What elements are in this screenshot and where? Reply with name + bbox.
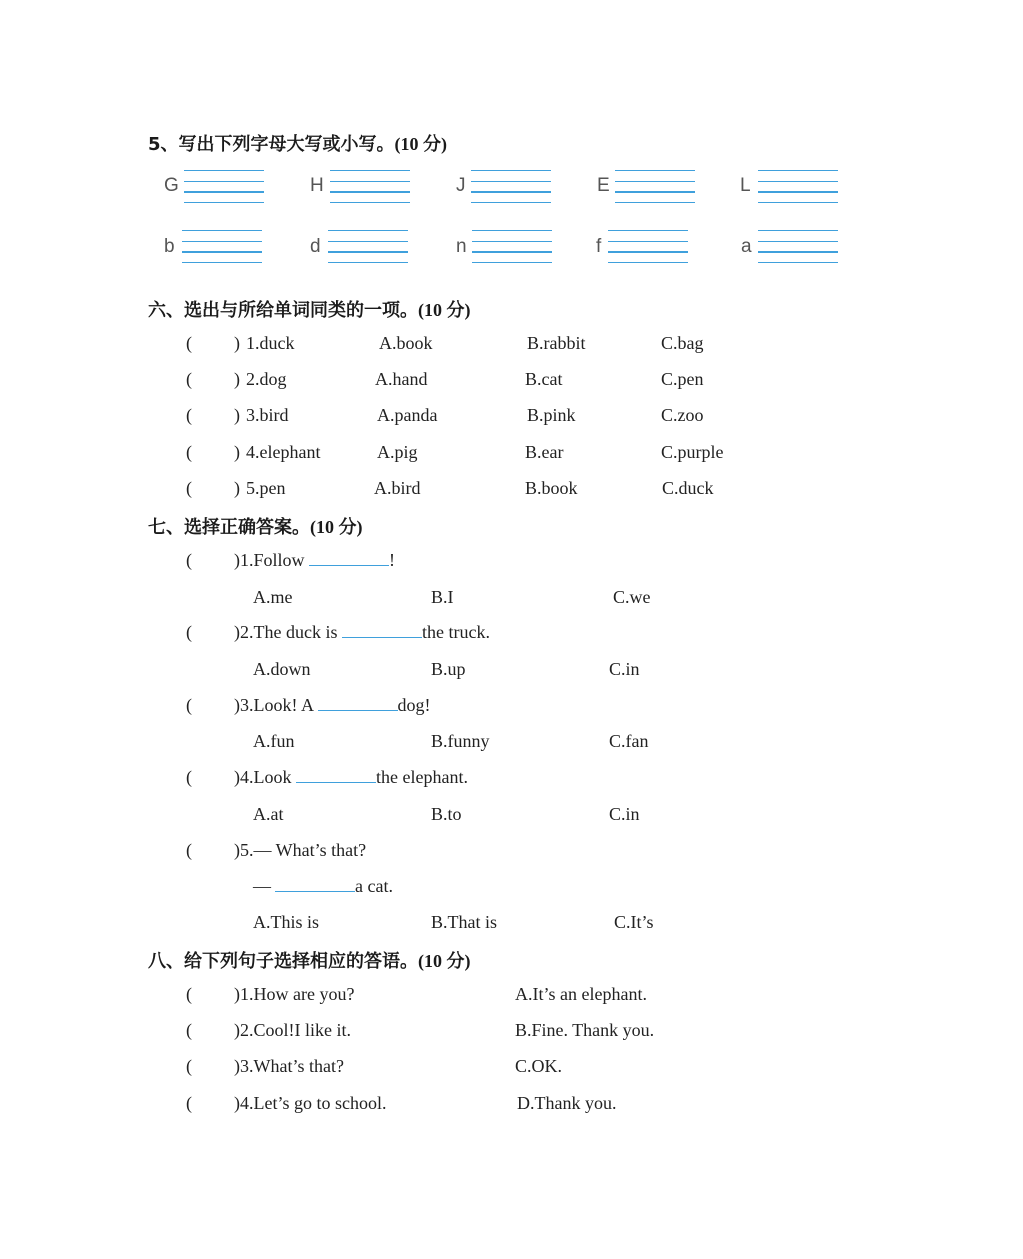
option-c: C.pen [661, 369, 704, 389]
option-c: C.It’s [614, 912, 654, 932]
letter-item: L [740, 175, 751, 196]
option-b: B.to [431, 804, 462, 824]
option-c: C.in [609, 804, 640, 824]
section-7-score: (10 分) [310, 517, 363, 537]
question-word: 3.bird [246, 405, 289, 425]
option-b: B.That is [431, 912, 497, 932]
paren-close: ) [234, 369, 240, 389]
question-sentence: )1.How are you? [234, 984, 355, 1004]
section-5-title: 5、写出下列字母大写或小写。 [148, 134, 395, 155]
question-suffix: a cat. [355, 876, 393, 896]
question-sentence: )4.Let’s go to school. [234, 1093, 387, 1113]
option-b: B.pink [527, 405, 576, 425]
writing-lines[interactable] [328, 230, 408, 264]
option-b: B.funny [431, 731, 490, 751]
question-sentence: )3.What’s that? [234, 1056, 344, 1076]
writing-lines[interactable] [182, 230, 262, 264]
section-6-score: (10 分) [418, 300, 471, 320]
section-7-heading [148, 513, 363, 539]
option-a: A.hand [375, 369, 428, 389]
option-c: C.duck [662, 478, 714, 498]
option-c: C.bag [661, 333, 704, 353]
answer-paren-open[interactable]: ( [186, 1093, 192, 1113]
letter-item: G [164, 175, 179, 196]
option-b: B.cat [525, 369, 563, 389]
question-word: 5.pen [246, 478, 286, 498]
question-prefix: )1.Follow [234, 550, 310, 570]
option-c: C.we [613, 587, 651, 607]
answer-paren-open[interactable]: ( [186, 405, 192, 425]
section-5-heading [148, 130, 447, 156]
option-a: A.bird [374, 478, 421, 498]
paren-close: ) [234, 333, 240, 353]
question-word: 1.duck [246, 333, 295, 353]
question-text [234, 695, 431, 716]
question-prefix: )4.Look [234, 767, 296, 787]
section-6-title: 六、选出与所给单词同类的一项。 [148, 300, 418, 321]
paren-close: ) [234, 442, 240, 462]
letter-item: d [310, 236, 321, 257]
section-6-heading [148, 296, 471, 322]
answer-paren-open[interactable]: ( [186, 767, 192, 787]
question-prefix: )2.The duck is [234, 622, 342, 642]
option-c: C.fan [609, 731, 649, 751]
paren-close: ) [234, 478, 240, 498]
question-word: 2.dog [246, 369, 287, 389]
option-a: A.down [253, 659, 311, 679]
letter-item: E [597, 175, 610, 196]
answer-paren-open[interactable]: ( [186, 984, 192, 1004]
answer-paren-open[interactable]: ( [186, 1020, 192, 1040]
section-8-score: (10 分) [418, 951, 471, 971]
letter-item: n [456, 236, 467, 257]
question-suffix: the elephant. [376, 767, 468, 787]
fill-blank[interactable] [309, 564, 389, 566]
writing-lines[interactable] [758, 230, 838, 264]
writing-lines[interactable] [608, 230, 688, 264]
option-b: B.up [431, 659, 466, 679]
fill-blank[interactable] [342, 636, 422, 638]
writing-lines[interactable] [472, 230, 552, 264]
option-b: B.ear [525, 442, 564, 462]
section-7-title: 七、选择正确答案。 [148, 517, 310, 538]
writing-lines[interactable] [758, 170, 838, 204]
fill-blank[interactable] [318, 709, 398, 711]
answer-option: D.Thank you. [517, 1093, 617, 1113]
answer-option: C.OK. [515, 1056, 563, 1076]
writing-lines[interactable] [471, 170, 551, 204]
option-c: C.in [609, 659, 640, 679]
option-b: B.rabbit [527, 333, 586, 353]
answer-paren-open[interactable]: ( [186, 840, 192, 860]
letter-item: b [164, 236, 175, 257]
option-c: C.purple [661, 442, 724, 462]
option-a: A.at [253, 804, 284, 824]
answer-paren-open[interactable]: ( [186, 333, 192, 353]
question-suffix: ! [389, 550, 396, 570]
option-a: A.panda [377, 405, 438, 425]
option-a: A.book [379, 333, 433, 353]
section-8-heading [148, 947, 471, 973]
answer-paren-open[interactable]: ( [186, 369, 192, 389]
question-word: 4.elephant [246, 442, 321, 462]
option-a: A.fun [253, 731, 295, 751]
writing-lines[interactable] [615, 170, 695, 204]
answer-paren-open[interactable]: ( [186, 1056, 192, 1076]
question-sentence: )2.Cool!I like it. [234, 1020, 351, 1040]
question-text [234, 622, 490, 643]
question-prefix: )5.— What’s that? [234, 840, 367, 860]
section-8-title: 八、给下列句子选择相应的答语。 [148, 951, 418, 972]
fill-blank[interactable] [275, 890, 355, 892]
writing-lines[interactable] [330, 170, 410, 204]
answer-paren-open[interactable]: ( [186, 550, 192, 570]
answer-paren-open[interactable]: ( [186, 622, 192, 642]
answer-option: A.It’s an elephant. [515, 984, 647, 1004]
answer-paren-open[interactable]: ( [186, 695, 192, 715]
reply-line [253, 876, 393, 897]
option-a: A.me [253, 587, 293, 607]
option-b: B.book [525, 478, 578, 498]
letter-item: J [456, 175, 466, 196]
answer-paren-open[interactable]: ( [186, 442, 192, 462]
writing-lines[interactable] [184, 170, 264, 204]
dash: — [253, 876, 271, 896]
paren-close: ) [234, 405, 240, 425]
question-suffix: the truck. [421, 622, 490, 642]
answer-option: B.Fine. Thank you. [515, 1020, 655, 1040]
section-5-score: (10 分) [394, 134, 448, 154]
letter-item: a [741, 236, 752, 257]
question-prefix: )3.Look! A [234, 695, 318, 715]
question-suffix: dog! [397, 695, 431, 715]
letter-item: H [310, 175, 324, 196]
letter-item: f [596, 236, 602, 257]
answer-paren-open[interactable]: ( [186, 478, 192, 498]
option-c: C.zoo [661, 405, 704, 425]
fill-blank[interactable] [296, 781, 376, 783]
question-text [234, 550, 395, 571]
option-b: B.I [431, 587, 454, 607]
option-a: A.This is [253, 912, 320, 932]
option-a: A.pig [377, 442, 418, 462]
question-text [234, 767, 468, 788]
